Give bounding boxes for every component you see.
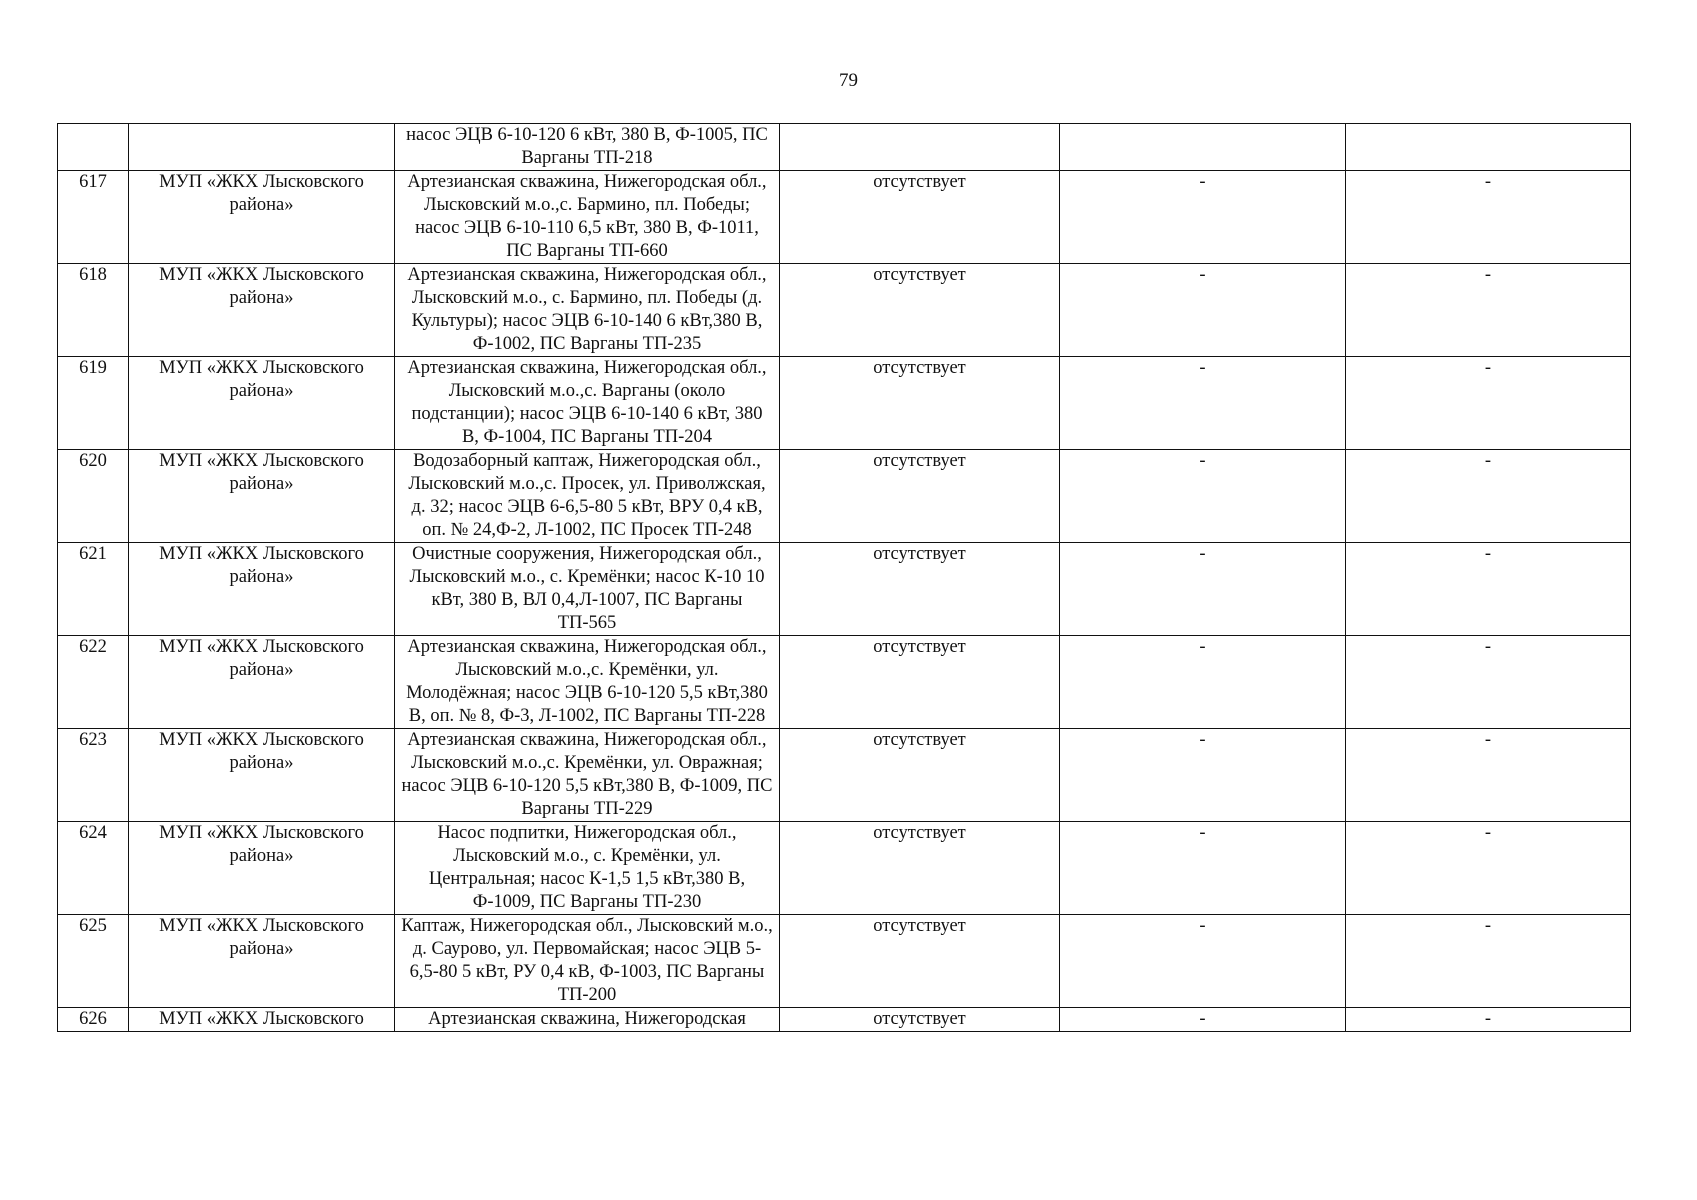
status-cell: отсутствует (780, 729, 1060, 822)
column-5-cell: - (1060, 171, 1346, 264)
organization-cell (129, 124, 395, 171)
column-6-cell: - (1346, 729, 1631, 822)
status-cell: отсутствует (780, 171, 1060, 264)
status-cell: отсутствует (780, 264, 1060, 357)
table-row (58, 729, 1631, 822)
table-row (58, 264, 1631, 357)
row-number-cell: 625 (58, 915, 129, 1008)
column-6-cell: - (1346, 915, 1631, 1008)
column-5-cell: - (1060, 636, 1346, 729)
object-description-cell: Артезианская скважина, Нижегородская (395, 1008, 780, 1032)
status-cell: отсутствует (780, 915, 1060, 1008)
column-6-cell: - (1346, 1008, 1631, 1032)
object-description-cell: Каптаж, Нижегородская обл., Лысковский м.о., д. Саурово, ул. Первомайская; насос ЭЦВ 5-6,5-80 5 кВт, РУ 0,4 кВ, Ф-1003, ПС Варганы ТП-200 (395, 915, 780, 1008)
object-description-cell: Артезианская скважина, Нижегородская обл., Лысковский м.о.,с. Бармино, пл. Победы; насос ЭЦВ 6-10-110 6,5 кВт, 380 В, Ф-1011, ПС Варганы ТП-660 (395, 171, 780, 264)
column-5-cell: - (1060, 357, 1346, 450)
status-cell (780, 124, 1060, 171)
row-number-cell: 618 (58, 264, 129, 357)
object-description-cell: Артезианская скважина, Нижегородская обл., Лысковский м.о.,с. Кремёнки, ул. Молодёжная; насос ЭЦВ 6-10-120 5,5 кВт,380 В, оп. № 8, Ф-3, Л-1002, ПС Варганы ТП-228 (395, 636, 780, 729)
object-description-cell: Артезианская скважина, Нижегородская обл., Лысковский м.о.,с. Кремёнки, ул. Овражная; насос ЭЦВ 6-10-120 5,5 кВт,380 В, Ф-1009, ПС Варганы ТП-229 (395, 729, 780, 822)
table-row (58, 915, 1631, 1008)
column-5-cell: - (1060, 822, 1346, 915)
page-number: 79 (839, 70, 858, 91)
column-6-cell: - (1346, 171, 1631, 264)
status-cell: отсутствует (780, 822, 1060, 915)
object-description-cell: Очистные сооружения, Нижегородская обл., Лысковский м.о., с. Кремёнки; насос К-10 10 кВт, 380 В, ВЛ 0,4,Л-1007, ПС Варганы ТП-565 (395, 543, 780, 636)
organization-cell: МУП «ЖКХ Лысковского района» (129, 729, 395, 822)
column-5-cell: - (1060, 915, 1346, 1008)
row-number-cell: 622 (58, 636, 129, 729)
row-number-cell: 624 (58, 822, 129, 915)
row-number-cell: 617 (58, 171, 129, 264)
object-description-cell: Артезианская скважина, Нижегородская обл., Лысковский м.о., с. Бармино, пл. Победы (д. Культуры); насос ЭЦВ 6-10-140 6 кВт,380 В, Ф-1002, ПС Варганы ТП-235 (395, 264, 780, 357)
column-6-cell: - (1346, 636, 1631, 729)
organization-cell: МУП «ЖКХ Лысковского района» (129, 822, 395, 915)
organization-cell: МУП «ЖКХ Лысковского района» (129, 450, 395, 543)
table-row (58, 822, 1631, 915)
column-5-cell (1060, 124, 1346, 171)
status-cell: отсутствует (780, 357, 1060, 450)
row-number-cell (58, 124, 129, 171)
status-cell: отсутствует (780, 636, 1060, 729)
object-description-cell: Насос подпитки, Нижегородская обл., Лысковский м.о., с. Кремёнки, ул. Центральная; насос К-1,5 1,5 кВт,380 В, Ф-1009, ПС Варганы ТП-230 (395, 822, 780, 915)
organization-cell: МУП «ЖКХ Лысковского района» (129, 915, 395, 1008)
row-number-cell: 626 (58, 1008, 129, 1032)
table-row (58, 357, 1631, 450)
row-number-cell: 619 (58, 357, 129, 450)
status-cell: отсутствует (780, 450, 1060, 543)
organization-cell: МУП «ЖКХ Лысковского района» (129, 171, 395, 264)
row-number-cell: 621 (58, 543, 129, 636)
row-number-cell: 623 (58, 729, 129, 822)
organization-cell: МУП «ЖКХ Лысковского района» (129, 264, 395, 357)
table-row (58, 171, 1631, 264)
table-row (58, 1008, 1631, 1032)
object-description-cell: Водозаборный каптаж, Нижегородская обл., Лысковский м.о.,с. Просек, ул. Приволжская, д. 32; насос ЭЦВ 6-6,5-80 5 кВт, ВРУ 0,4 кВ, оп. № 24,Ф-2, Л-1002, ПС Просек ТП-248 (395, 450, 780, 543)
object-description-cell: насос ЭЦВ 6-10-120 6 кВт, 380 В, Ф-1005, ПС Варганы ТП-218 (395, 124, 780, 171)
column-5-cell: - (1060, 729, 1346, 822)
status-cell: отсутствует (780, 543, 1060, 636)
table-row (58, 450, 1631, 543)
status-cell: отсутствует (780, 1008, 1060, 1032)
column-5-cell: - (1060, 1008, 1346, 1032)
column-5-cell: - (1060, 450, 1346, 543)
column-5-cell: - (1060, 264, 1346, 357)
object-description-cell: Артезианская скважина, Нижегородская обл., Лысковский м.о.,с. Варганы (около подстанции); насос ЭЦВ 6-10-140 6 кВт, 380 В, Ф-1004, ПС Варганы ТП-204 (395, 357, 780, 450)
organization-cell: МУП «ЖКХ Лысковского района» (129, 636, 395, 729)
row-number-cell: 620 (58, 450, 129, 543)
table-row (58, 124, 1631, 171)
organization-cell: МУП «ЖКХ Лысковского района» (129, 357, 395, 450)
column-6-cell: - (1346, 264, 1631, 357)
column-6-cell: - (1346, 450, 1631, 543)
column-6-cell: - (1346, 543, 1631, 636)
column-6-cell: - (1346, 822, 1631, 915)
column-6-cell: - (1346, 357, 1631, 450)
column-6-cell (1346, 124, 1631, 171)
table-row (58, 636, 1631, 729)
column-5-cell: - (1060, 543, 1346, 636)
table-row (58, 543, 1631, 636)
registry-table (57, 123, 1631, 1032)
organization-cell: МУП «ЖКХ Лысковского (129, 1008, 395, 1032)
organization-cell: МУП «ЖКХ Лысковского района» (129, 543, 395, 636)
